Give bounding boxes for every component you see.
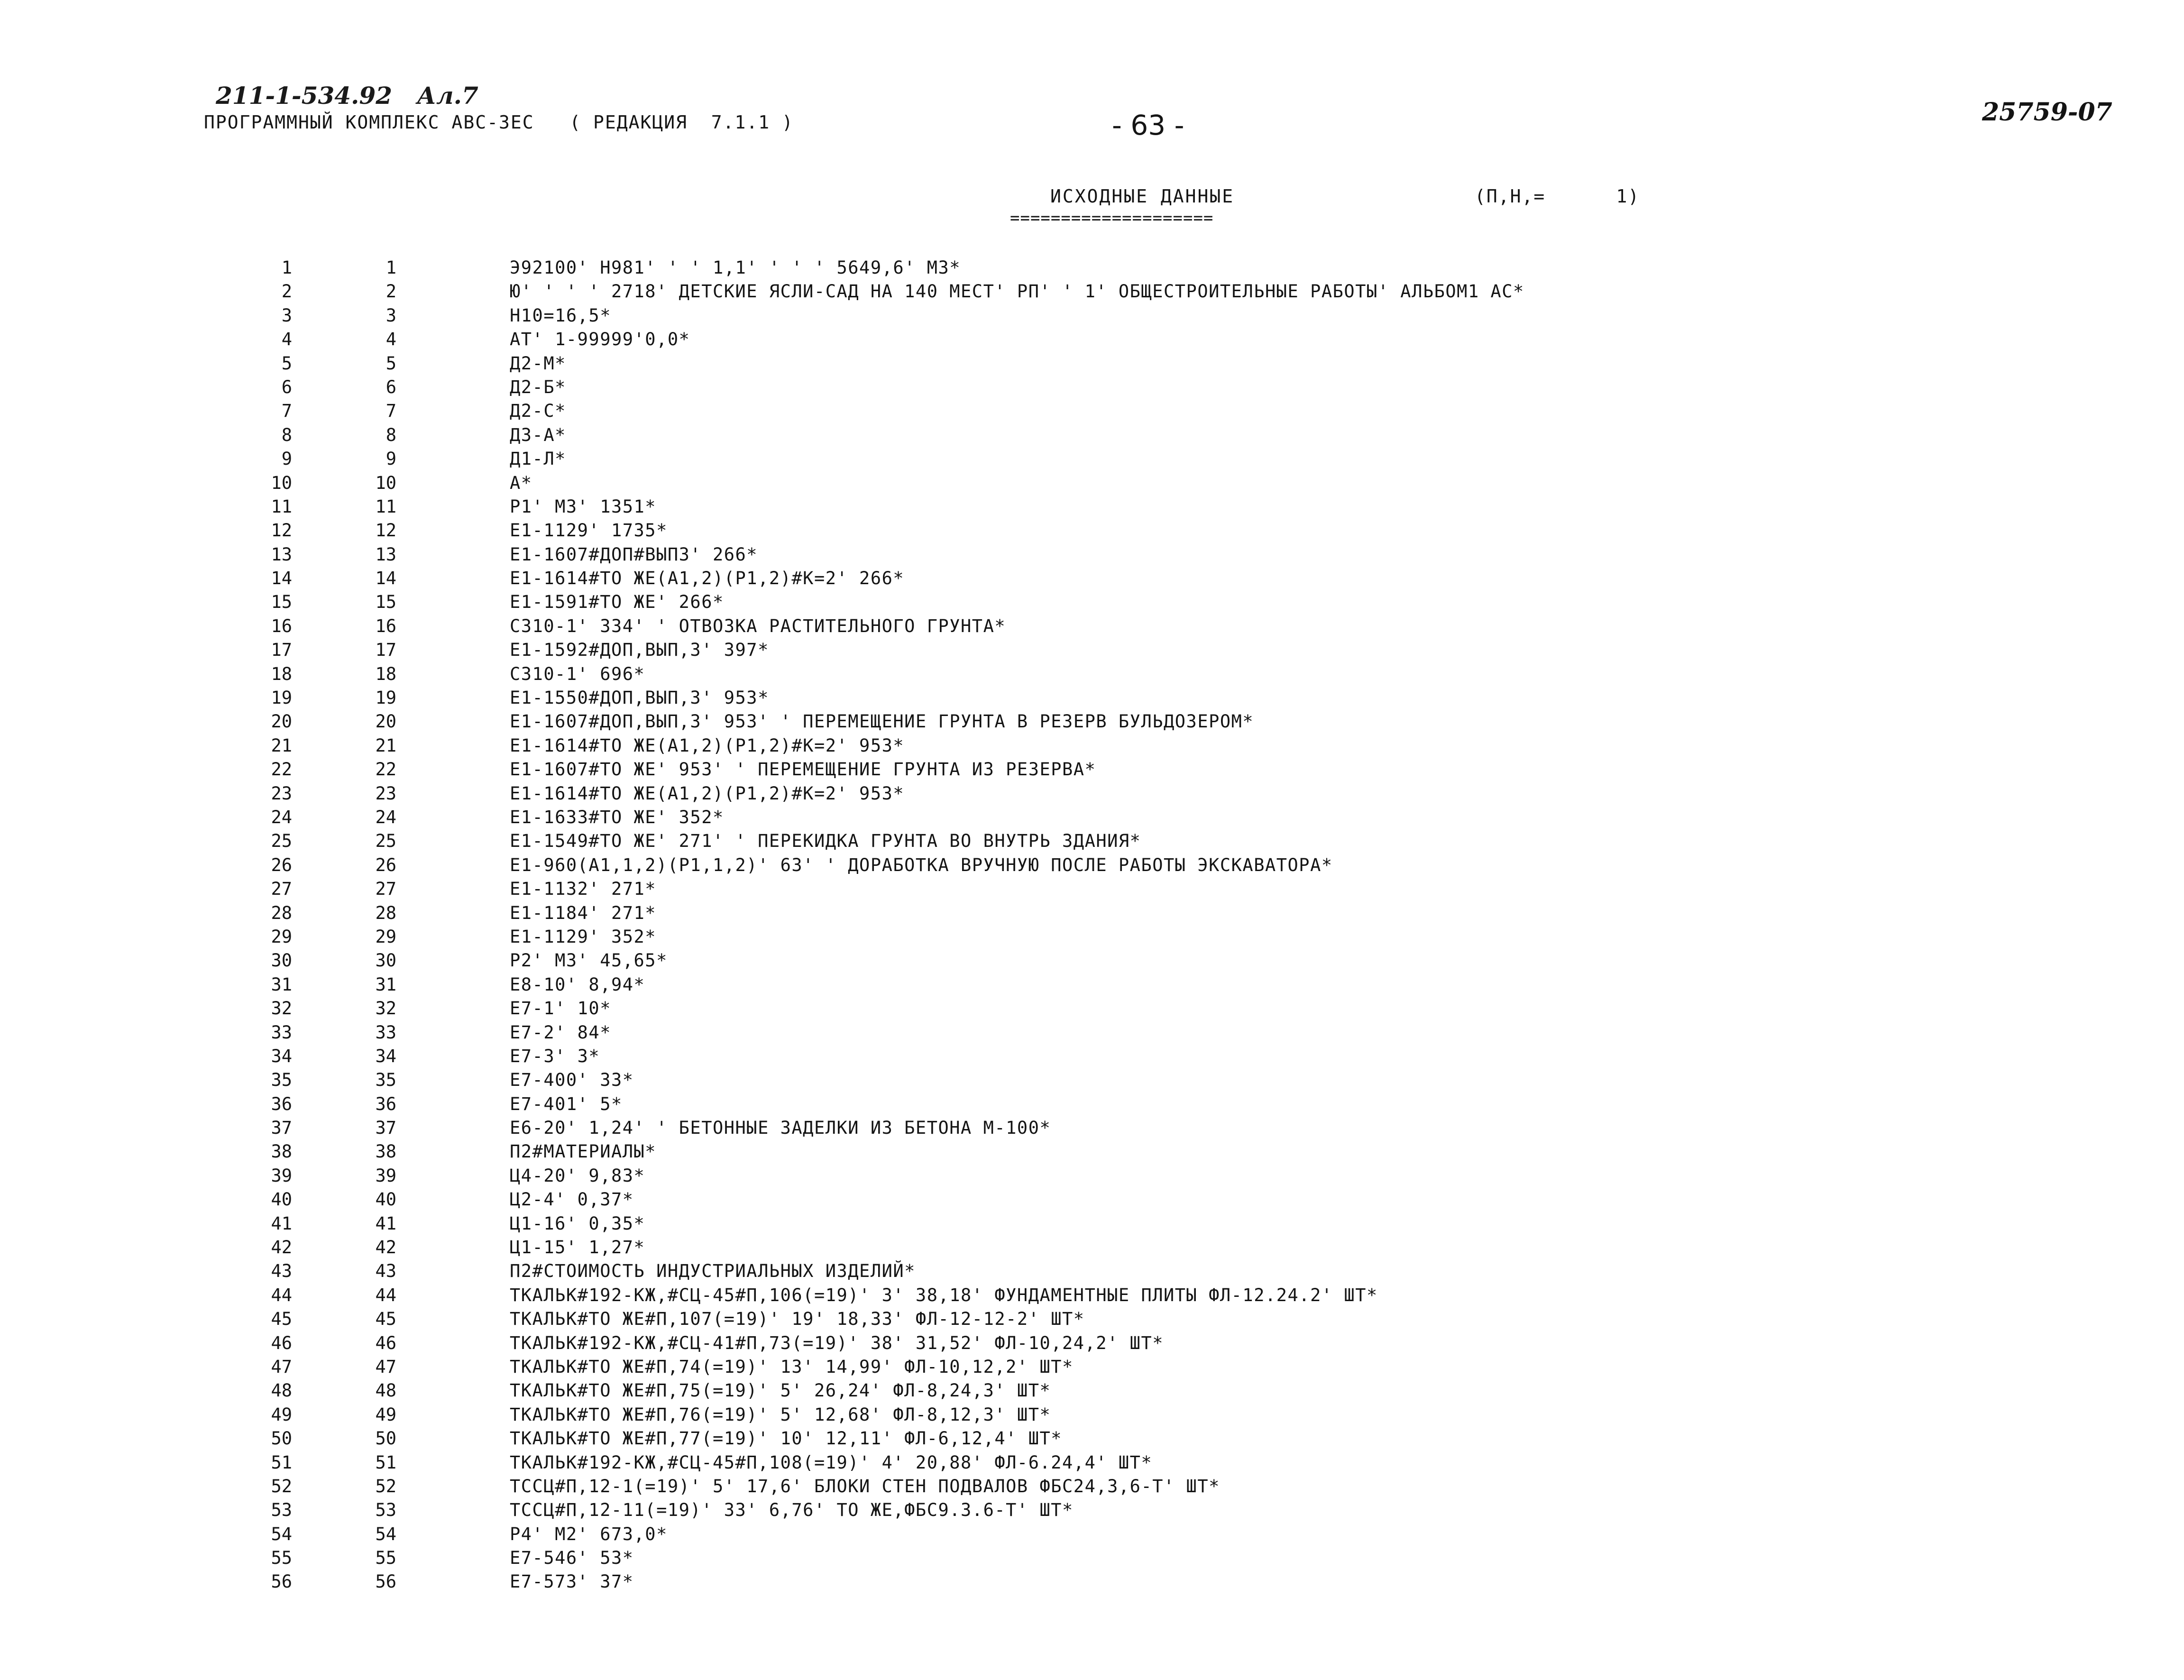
row-index: 56 bbox=[271, 1571, 292, 1592]
row-line-number: 25 bbox=[375, 831, 396, 852]
row-text: Э92100' Н981' ' ' 1,1' ' ' ' 5649,6' М3* bbox=[510, 257, 961, 278]
row-text: ТКАЛЬК#ТО ЖЕ#П,77(=19)' 10' 12,11' ФЛ-6,12,4' ШТ* bbox=[510, 1428, 1063, 1449]
row-line-number: 12 bbox=[375, 520, 396, 541]
row-line-number: 29 bbox=[375, 926, 396, 947]
listing-row bbox=[0, 710, 2184, 734]
document-number: 25759-07 bbox=[1982, 98, 2112, 127]
row-line-number: 15 bbox=[375, 592, 396, 613]
row-line-number: 8 bbox=[385, 424, 396, 445]
row-text: С310-1' 334' ' ОТВОЗКА РАСТИТЕЛЬНОГО ГРУНТА* bbox=[510, 615, 1006, 636]
row-index: 51 bbox=[271, 1452, 292, 1473]
row-index: 27 bbox=[271, 879, 292, 900]
row-line-number: 28 bbox=[375, 902, 396, 923]
listing-row bbox=[0, 1379, 2184, 1403]
listing-row bbox=[0, 1140, 2184, 1164]
row-index: 22 bbox=[271, 759, 292, 780]
listing-row bbox=[0, 686, 2184, 710]
listing-row bbox=[0, 519, 2184, 542]
row-index: 10 bbox=[271, 472, 292, 493]
row-text: ТКАЛЬК#192-КЖ,#СЦ-45#П,108(=19)' 4' 20,88' ФЛ-6.24,4' ШТ* bbox=[510, 1452, 1153, 1473]
listing-row bbox=[0, 1092, 2184, 1116]
row-line-number: 55 bbox=[375, 1548, 396, 1569]
row-text: Е1-1592#ДОП,ВЫП,3' 397* bbox=[510, 640, 769, 661]
row-line-number: 37 bbox=[375, 1118, 396, 1138]
listing-row bbox=[0, 1475, 2184, 1498]
row-line-number: 51 bbox=[375, 1452, 396, 1473]
row-text: Е6-20' 1,24' ' БЕТОННЫЕ ЗАДЕЛКИ ИЗ БЕТОНА М-100* bbox=[510, 1118, 1051, 1138]
row-line-number: 32 bbox=[375, 998, 396, 1019]
row-text: Е1-1633#ТО ЖЕ' 352* bbox=[510, 807, 724, 827]
listing-row bbox=[0, 280, 2184, 303]
listing-row bbox=[0, 1546, 2184, 1570]
row-text: Е1-1591#ТО ЖЕ' 266* bbox=[510, 592, 724, 613]
row-text: А* bbox=[510, 472, 532, 493]
row-line-number: 40 bbox=[375, 1189, 396, 1210]
row-text: Р2' М3' 45,65* bbox=[510, 950, 668, 971]
row-index: 4 bbox=[281, 329, 292, 350]
listing-row bbox=[0, 304, 2184, 328]
listing-row bbox=[0, 615, 2184, 638]
row-line-number: 26 bbox=[375, 854, 396, 875]
row-index: 30 bbox=[271, 950, 292, 971]
row-line-number: 33 bbox=[375, 1022, 396, 1043]
row-index: 40 bbox=[271, 1189, 292, 1210]
listing-row bbox=[0, 352, 2184, 376]
listing-row bbox=[0, 1523, 2184, 1546]
row-line-number: 41 bbox=[375, 1213, 396, 1234]
row-line-number: 52 bbox=[375, 1476, 396, 1496]
row-line-number: 1 bbox=[385, 257, 396, 278]
row-text: Ю' ' ' ' 2718' ДЕТСКИЕ ЯСЛИ-САД НА 140 МЕСТ' РП' ' 1' ОБЩЕСТРОИТЕЛЬНЫЕ РАБОТЫ' АЛЬБОМ1 АС* bbox=[510, 281, 1524, 302]
row-index: 14 bbox=[271, 568, 292, 589]
listing-row bbox=[0, 1403, 2184, 1427]
row-line-number: 45 bbox=[375, 1309, 396, 1330]
row-text: Е7-546' 53* bbox=[510, 1548, 634, 1569]
row-text: Е1-1549#ТО ЖЕ' 271' ' ПЕРЕКИДКА ГРУНТА ВО ВНУТРЬ ЗДАНИЯ* bbox=[510, 831, 1141, 852]
row-text: ТКАЛЬК#192-КЖ,#СЦ-45#П,106(=19)' 3' 38,18' ФУНДАМЕНТНЫЕ ПЛИТЫ ФЛ-12.24.2' ШТ* bbox=[510, 1285, 1378, 1305]
row-index: 18 bbox=[271, 663, 292, 684]
row-text: Е1-1132' 271* bbox=[510, 879, 657, 900]
row-line-number: 7 bbox=[385, 401, 396, 422]
row-index: 31 bbox=[271, 974, 292, 995]
listing-row bbox=[0, 376, 2184, 399]
listing-row bbox=[0, 925, 2184, 949]
row-index: 8 bbox=[281, 424, 292, 445]
row-index: 42 bbox=[271, 1237, 292, 1258]
row-index: 26 bbox=[271, 854, 292, 875]
row-text: Е7-573' 37* bbox=[510, 1571, 634, 1592]
row-line-number: 49 bbox=[375, 1404, 396, 1425]
row-line-number: 17 bbox=[375, 640, 396, 661]
row-index: 23 bbox=[271, 783, 292, 804]
listing-row bbox=[0, 590, 2184, 614]
page-number: - 63 - bbox=[1112, 109, 1184, 141]
listing-row bbox=[0, 1068, 2184, 1092]
listing-row bbox=[0, 806, 2184, 829]
listing-row bbox=[0, 901, 2184, 925]
row-line-number: 20 bbox=[375, 711, 396, 732]
row-index: 32 bbox=[271, 998, 292, 1019]
listing-row bbox=[0, 1451, 2184, 1475]
row-text: Ц4-20' 9,83* bbox=[510, 1165, 645, 1186]
listing-row bbox=[0, 328, 2184, 351]
row-index: 37 bbox=[271, 1118, 292, 1138]
row-text: Д3-А* bbox=[510, 424, 566, 445]
row-index: 50 bbox=[271, 1428, 292, 1449]
row-index: 43 bbox=[271, 1261, 292, 1282]
row-index: 38 bbox=[271, 1141, 292, 1162]
row-text: Е7-401' 5* bbox=[510, 1093, 623, 1114]
listing-row bbox=[0, 973, 2184, 997]
listing-row bbox=[0, 758, 2184, 781]
row-line-number: 11 bbox=[375, 496, 396, 517]
row-index: 24 bbox=[271, 807, 292, 827]
row-text: ТКАЛЬК#ТО ЖЕ#П,74(=19)' 13' 14,99' ФЛ-10,12,2' ШТ* bbox=[510, 1356, 1074, 1377]
listing-row bbox=[0, 447, 2184, 471]
row-line-number: 21 bbox=[375, 735, 396, 756]
row-line-number: 22 bbox=[375, 759, 396, 780]
listing-row bbox=[0, 1236, 2184, 1259]
row-index: 52 bbox=[271, 1476, 292, 1496]
row-text: ТКАЛЬК#ТО ЖЕ#П,76(=19)' 5' 12,68' ФЛ-8,12,3' ШТ* bbox=[510, 1404, 1051, 1425]
row-text: Е1-1607#ДОП,ВЫП,3' 953' ' ПЕРЕМЕЩЕНИЕ ГРУНТА В РЕЗЕРВ БУЛЬДОЗЕРОМ* bbox=[510, 711, 1254, 732]
listing-row bbox=[0, 399, 2184, 423]
title-underline: ==================== bbox=[1010, 209, 1214, 228]
row-text: С310-1' 696* bbox=[510, 663, 645, 684]
row-index: 13 bbox=[271, 544, 292, 565]
row-index: 36 bbox=[271, 1093, 292, 1114]
row-text: ТКАЛЬК#ТО ЖЕ#П,75(=19)' 5' 26,24' ФЛ-8,24,3' ШТ* bbox=[510, 1380, 1051, 1401]
listing-row bbox=[0, 1570, 2184, 1594]
row-text: ТКАЛЬК#192-КЖ,#СЦ-41#П,73(=19)' 38' 31,52' ФЛ-10,24,2' ШТ* bbox=[510, 1332, 1164, 1353]
row-line-number: 56 bbox=[375, 1571, 396, 1592]
row-line-number: 9 bbox=[385, 449, 396, 469]
row-index: 34 bbox=[271, 1046, 292, 1066]
row-line-number: 43 bbox=[375, 1261, 396, 1282]
row-index: 55 bbox=[271, 1548, 292, 1569]
row-index: 7 bbox=[281, 401, 292, 422]
row-text: Е8-10' 8,94* bbox=[510, 974, 645, 995]
row-index: 28 bbox=[271, 902, 292, 923]
listing-row bbox=[0, 1307, 2184, 1331]
row-text: Е7-1' 10* bbox=[510, 998, 611, 1019]
listing-row bbox=[0, 1116, 2184, 1140]
row-index: 3 bbox=[281, 305, 292, 326]
row-line-number: 47 bbox=[375, 1356, 396, 1377]
row-text: Е7-2' 84* bbox=[510, 1022, 611, 1043]
row-text: ТССЦ#П,12-11(=19)' 33' 6,76' ТО ЖЕ,ФБС9.3.6-Т' ШТ* bbox=[510, 1500, 1074, 1521]
row-index: 29 bbox=[271, 926, 292, 947]
row-index: 44 bbox=[271, 1285, 292, 1305]
row-line-number: 23 bbox=[375, 783, 396, 804]
listing-row bbox=[0, 782, 2184, 806]
listing-row bbox=[0, 662, 2184, 686]
row-line-number: 14 bbox=[375, 568, 396, 589]
listing-row bbox=[0, 1284, 2184, 1307]
listing-row bbox=[0, 638, 2184, 662]
row-line-number: 50 bbox=[375, 1428, 396, 1449]
row-line-number: 16 bbox=[375, 615, 396, 636]
row-index: 41 bbox=[271, 1213, 292, 1234]
row-index: 15 bbox=[271, 592, 292, 613]
row-text: Е7-3' 3* bbox=[510, 1046, 600, 1066]
listing-row bbox=[0, 1355, 2184, 1379]
row-text: Е1-1614#ТО ЖЕ(А1,2)(Р1,2)#К=2' 953* bbox=[510, 735, 905, 756]
row-text: Е1-1550#ДОП,ВЫП,3' 953* bbox=[510, 688, 769, 708]
row-index: 1 bbox=[281, 257, 292, 278]
row-index: 49 bbox=[271, 1404, 292, 1425]
row-line-number: 38 bbox=[375, 1141, 396, 1162]
listing-row bbox=[0, 997, 2184, 1020]
row-index: 46 bbox=[271, 1332, 292, 1353]
row-index: 21 bbox=[271, 735, 292, 756]
row-line-number: 34 bbox=[375, 1046, 396, 1066]
listing-row bbox=[0, 1259, 2184, 1283]
row-line-number: 48 bbox=[375, 1380, 396, 1401]
row-line-number: 46 bbox=[375, 1332, 396, 1353]
row-index: 48 bbox=[271, 1380, 292, 1401]
row-line-number: 24 bbox=[375, 807, 396, 827]
data-listing bbox=[0, 256, 2184, 1594]
row-text: Д2-С* bbox=[510, 401, 566, 422]
listing-row bbox=[0, 256, 2184, 280]
row-text: Е1-1614#ТО ЖЕ(А1,2)(Р1,2)#К=2' 266* bbox=[510, 568, 905, 589]
row-text: Н10=16,5* bbox=[510, 305, 611, 326]
row-index: 53 bbox=[271, 1500, 292, 1521]
row-index: 12 bbox=[271, 520, 292, 541]
row-text: Ц1-16' 0,35* bbox=[510, 1213, 645, 1234]
row-index: 5 bbox=[281, 353, 292, 374]
row-line-number: 2 bbox=[385, 281, 396, 302]
listing-row bbox=[0, 1021, 2184, 1045]
row-text: Р1' М3' 1351* bbox=[510, 496, 657, 517]
row-line-number: 31 bbox=[375, 974, 396, 995]
listing-row bbox=[0, 567, 2184, 590]
program-title: ПРОГРАММНЫЙ КОМПЛЕКС АВС-3ЕС ( РЕДАКЦИЯ 7.1.1 ) bbox=[204, 112, 794, 133]
row-text: Е1-960(А1,1,2)(Р1,1,2)' 63' ' ДОРАБОТКА ВРУЧНУЮ ПОСЛЕ РАБОТЫ ЭКСКАВАТОРА* bbox=[510, 854, 1333, 875]
row-text: ТКАЛЬК#ТО ЖЕ#П,107(=19)' 19' 18,33' ФЛ-12-12-2' ШТ* bbox=[510, 1309, 1085, 1330]
row-line-number: 10 bbox=[375, 472, 396, 493]
row-text: Е1-1184' 271* bbox=[510, 902, 657, 923]
listing-row bbox=[0, 949, 2184, 973]
row-line-number: 3 bbox=[385, 305, 396, 326]
row-text: Е1-1129' 1735* bbox=[510, 520, 668, 541]
row-index: 17 bbox=[271, 640, 292, 661]
listing-row bbox=[0, 854, 2184, 877]
row-text: Ц1-15' 1,27* bbox=[510, 1237, 645, 1258]
row-line-number: 13 bbox=[375, 544, 396, 565]
listing-row bbox=[0, 471, 2184, 495]
row-text: Д2-Б* bbox=[510, 376, 566, 397]
pn-label: (П,Н,= 1) bbox=[1475, 186, 1640, 207]
row-line-number: 54 bbox=[375, 1524, 396, 1544]
listing-row bbox=[0, 1045, 2184, 1068]
row-index: 16 bbox=[271, 615, 292, 636]
row-index: 25 bbox=[271, 831, 292, 852]
row-text: ТССЦ#П,12-1(=19)' 5' 17,6' БЛОКИ СТЕН ПОДВАЛОВ ФБС24,3,6-Т' ШТ* bbox=[510, 1476, 1220, 1496]
row-line-number: 36 bbox=[375, 1093, 396, 1114]
listing-row bbox=[0, 495, 2184, 519]
row-index: 35 bbox=[271, 1070, 292, 1091]
row-text: Д1-Л* bbox=[510, 449, 566, 469]
row-index: 54 bbox=[271, 1524, 292, 1544]
row-index: 11 bbox=[271, 496, 292, 517]
listing-row bbox=[0, 829, 2184, 853]
row-line-number: 27 bbox=[375, 879, 396, 900]
row-index: 6 bbox=[281, 376, 292, 397]
row-text: Д2-М* bbox=[510, 353, 566, 374]
row-line-number: 44 bbox=[375, 1285, 396, 1305]
row-text: Р4' М2' 673,0* bbox=[510, 1524, 668, 1544]
row-line-number: 35 bbox=[375, 1070, 396, 1091]
listing-row bbox=[0, 734, 2184, 758]
listing-row bbox=[0, 1498, 2184, 1522]
row-text: П2#МАТЕРИАЛЫ* bbox=[510, 1141, 657, 1162]
listing-row bbox=[0, 1164, 2184, 1188]
section-title: ИСХОДНЫЕ ДАННЫЕ bbox=[1050, 186, 1235, 207]
row-text: Е1-1607#ТО ЖЕ' 953' ' ПЕРЕМЕЩЕНИЕ ГРУНТА ИЗ РЕЗЕРВА* bbox=[510, 759, 1096, 780]
row-text: Ц2-4' 0,37* bbox=[510, 1189, 634, 1210]
row-index: 45 bbox=[271, 1309, 292, 1330]
row-index: 47 bbox=[271, 1356, 292, 1377]
row-index: 20 bbox=[271, 711, 292, 732]
listing-row bbox=[0, 1331, 2184, 1355]
row-text: Е1-1614#ТО ЖЕ(А1,2)(Р1,2)#К=2' 953* bbox=[510, 783, 905, 804]
row-index: 39 bbox=[271, 1165, 292, 1186]
row-text: Е1-1607#ДОП#ВЫП3' 266* bbox=[510, 544, 758, 565]
listing-row bbox=[0, 423, 2184, 447]
row-index: 2 bbox=[281, 281, 292, 302]
row-text: П2#СТОИМОСТЬ ИНДУСТРИАЛЬНЫХ ИЗДЕЛИЙ* bbox=[510, 1261, 916, 1282]
handwritten-document-code: 211-1-534.92 Ал.7 bbox=[216, 82, 478, 110]
row-text: Е1-1129' 352* bbox=[510, 926, 657, 947]
row-index: 9 bbox=[281, 449, 292, 469]
listing-row bbox=[0, 1188, 2184, 1212]
row-index: 33 bbox=[271, 1022, 292, 1043]
row-line-number: 39 bbox=[375, 1165, 396, 1186]
listing-row bbox=[0, 1427, 2184, 1450]
row-line-number: 53 bbox=[375, 1500, 396, 1521]
row-line-number: 30 bbox=[375, 950, 396, 971]
row-text: Е7-400' 33* bbox=[510, 1070, 634, 1091]
row-line-number: 19 bbox=[375, 688, 396, 708]
row-line-number: 5 bbox=[385, 353, 396, 374]
row-line-number: 6 bbox=[385, 376, 396, 397]
listing-row bbox=[0, 543, 2184, 567]
row-line-number: 42 bbox=[375, 1237, 396, 1258]
listing-row bbox=[0, 1212, 2184, 1236]
row-line-number: 18 bbox=[375, 663, 396, 684]
row-index: 19 bbox=[271, 688, 292, 708]
row-text: АТ' 1-99999'0,0* bbox=[510, 329, 690, 350]
listing-row bbox=[0, 877, 2184, 901]
row-line-number: 4 bbox=[385, 329, 396, 350]
